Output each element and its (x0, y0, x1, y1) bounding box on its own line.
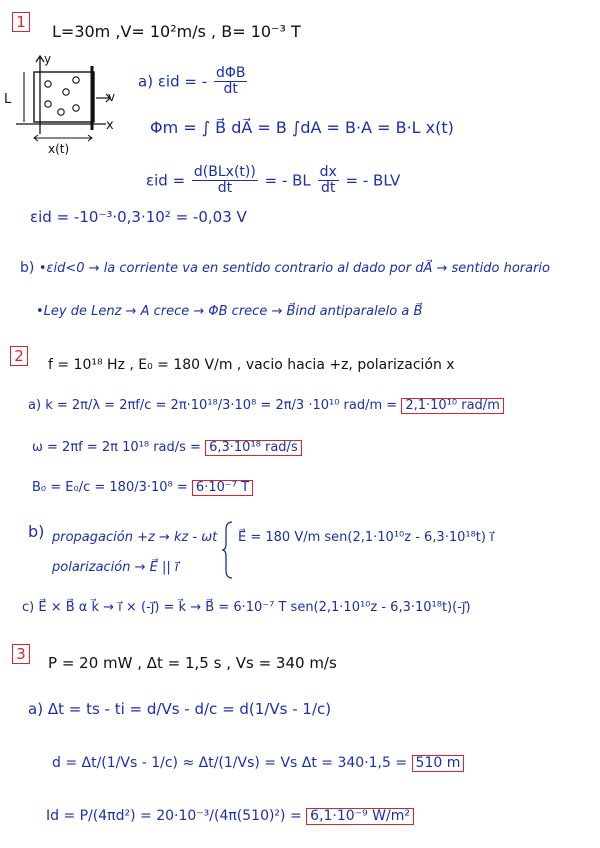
q2-b-label: b) (28, 522, 45, 541)
emf-derivation (146, 165, 400, 197)
q3-i-line (46, 808, 414, 825)
q2-c-expression: E⃗ × B⃗ α k⃗ → i⃗ × (-j⃗) = k⃗ → B⃗ = 6·10⁻⁷ T sen(2,1·10¹⁰z - 6,3·10¹⁸t)(-j⃗) (38, 600, 471, 615)
q2-b0-expression: B₀ = E₀/c = 180/3·10⁸ = (32, 480, 188, 495)
q2-a-label: a) (28, 398, 42, 413)
w-result-box: 6,3·10¹⁸ rad/s (205, 440, 302, 456)
q1-a-label: a) (138, 72, 154, 91)
diagram-l-label: L (4, 92, 12, 107)
emf-deriv-lhs: εid = (146, 171, 186, 190)
q2-c-line (22, 600, 471, 615)
diagram-xt-label: x(t) (48, 142, 70, 156)
q3-dt-expression: Δt = ts - ti = d/Vs - d/c = d(1/Vs - 1/c) (47, 700, 332, 718)
emf-def-numerator: dΦB (215, 65, 246, 81)
flux-line: Φm = ∫ B⃗ dA⃗ = B ∫dA = B·A = B·L x(t) (150, 118, 454, 137)
q3-dt-line (28, 700, 331, 718)
question-2-number: 2 (10, 346, 28, 366)
q2-w-line (32, 440, 302, 456)
circuit-diagram (6, 52, 121, 152)
k-result-box: 2,1·10¹⁰ rad/m (401, 398, 504, 414)
q2-header: f = 10¹⁸ Hz , E₀ = 180 V/m , vacio hacia +z, polarización x (48, 357, 455, 373)
d-result-box: 510 m (412, 755, 465, 772)
e-field-expression: E⃗ = 180 V/m sen(2,1·10¹⁰z - 6,3·10¹⁸t) i⃗ (238, 530, 494, 545)
prop-line: propagación +z → kz - ωt (52, 530, 218, 545)
q1-b-line-2: •Ley de Lenz → A crece → ΦB crece → B⃗ind antiparalelo a B⃗ (36, 304, 423, 319)
q2-b0-line (32, 480, 253, 496)
diagram-y-label: y (44, 52, 52, 66)
question-1-number: 1 (12, 12, 30, 32)
q2-k-line (28, 398, 504, 414)
q3-a-label: a) (28, 700, 44, 718)
q1-header: L=30m ,V= 10²m/s , B= 10⁻³ T (52, 22, 301, 41)
emf-deriv-numerator-2: dx (319, 164, 337, 180)
diagram-x-label: x (106, 118, 114, 133)
q1-b-label: b) (20, 260, 35, 276)
emf-deriv-denominator: dt (217, 180, 233, 197)
q2-w-expression: ω = 2πf = 2π 10¹⁸ rad/s = (32, 440, 201, 455)
pol-line: polarización → E⃗ || i⃗ (52, 560, 179, 575)
emf-deriv-denominator-2: dt (320, 180, 336, 197)
emf-deriv-mid: = - BL (264, 171, 311, 190)
emf-def-lhs: εid = - (157, 72, 208, 91)
q3-d-line (52, 755, 464, 772)
q2-k-expression: k = 2π/λ = 2πf/c = 2π·10¹⁸/3·10⁸ = 2π/3 ·10¹⁰ rad/m = (45, 398, 398, 413)
question-3-number: 3 (12, 644, 30, 664)
b0-result-box: 6·10⁻⁷ T (192, 480, 253, 496)
emf-def-denominator: dt (223, 81, 238, 98)
brace (222, 520, 236, 580)
q2-c-label: c) (22, 600, 35, 615)
q3-d-expression: d = Δt/(1/Vs - 1/c) ≈ Δt/(1/Vs) = Vs Δt = 340·1,5 = (52, 755, 408, 771)
i-result-box: 6,1·10⁻⁹ W/m² (306, 808, 414, 825)
q1-b-line-1 (20, 260, 550, 276)
q3-header: P = 20 mW , Δt = 1,5 s , Vs = 340 m/s (48, 654, 337, 672)
q1-a-emf-definition (138, 66, 249, 98)
emf-deriv-end: = - BLV (345, 171, 401, 190)
emf-value: εid = -10⁻³·0,3·10² = -0,03 V (30, 208, 247, 226)
diagram-v-label: v (108, 90, 116, 104)
q1-b-line-1-text: •εid<0 → la corriente va en sentido contrario al dado por dA⃗ → sentido horario (38, 261, 551, 276)
q3-i-expression: Id = P/(4πd²) = 20·10⁻³/(4π(510)²) = (46, 808, 302, 824)
emf-deriv-numerator: d(BLx(t)) (193, 164, 256, 180)
